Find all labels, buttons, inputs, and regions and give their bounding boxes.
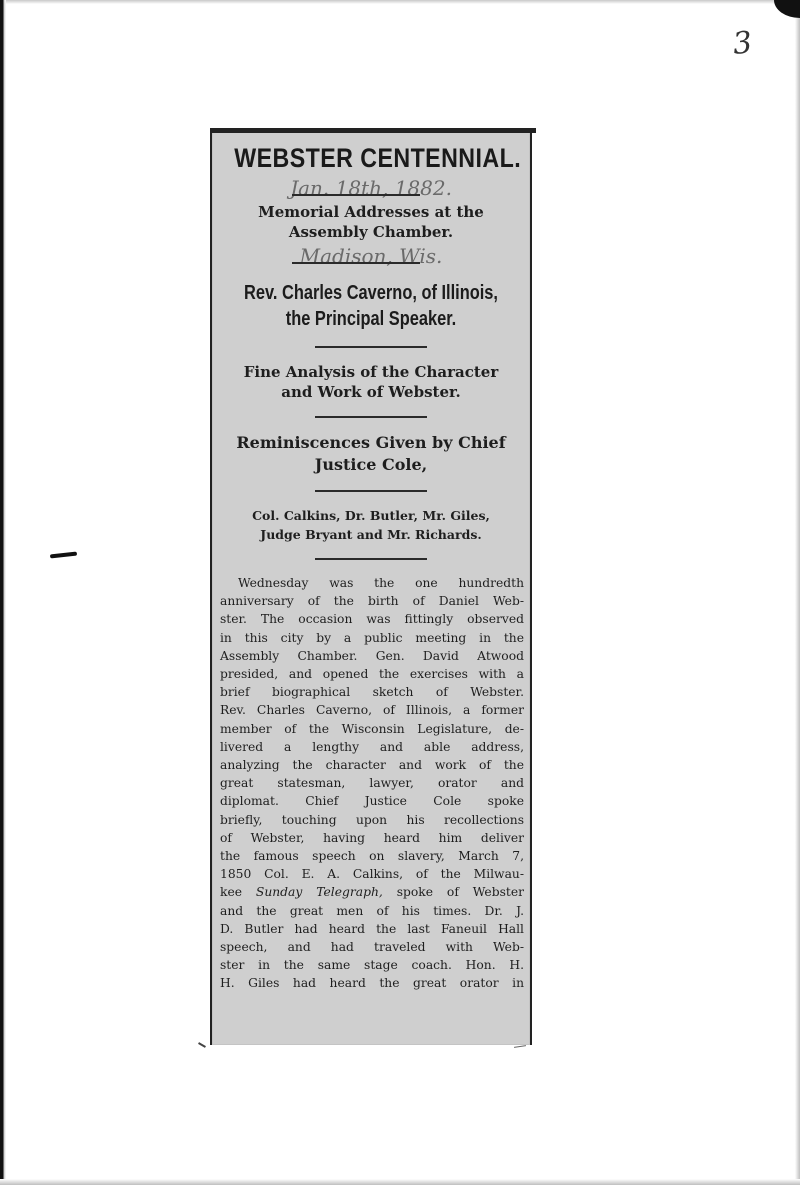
newspaper-clipping bbox=[210, 131, 532, 1045]
subhead-line: the Principal Speaker. bbox=[285, 308, 457, 330]
subhead-line: Reminiscences Given by Chief bbox=[236, 433, 506, 452]
article-body bbox=[212, 574, 530, 993]
body-line: speech, and had traveled with Web- bbox=[220, 940, 524, 955]
subhead-line: Judge Bryant and Mr. Richards. bbox=[260, 527, 482, 542]
body-line: H. Giles had heard the great orator in bbox=[220, 976, 524, 991]
clipping-cut-mark-right bbox=[514, 1045, 526, 1048]
scan-edge-left bbox=[0, 0, 6, 1185]
body-line: and the great men of his times. Dr. J. bbox=[220, 903, 524, 918]
headline: WEBSTER CENTENNIAL. bbox=[234, 143, 522, 173]
subhead-fine-analysis bbox=[212, 362, 530, 402]
subhead-memorial-addresses bbox=[212, 202, 530, 242]
body-line: 1850 Col. E. A. Calkins, of the Milwau- bbox=[220, 867, 524, 882]
clipping-cut-mark-left bbox=[198, 1042, 206, 1048]
scan-edge-right bbox=[795, 0, 800, 1185]
subhead-line: Fine Analysis of the Character bbox=[243, 363, 499, 381]
body-line: diplomat. Chief Justice Cole spoke bbox=[220, 794, 524, 809]
body-line: of Webster, having heard him deliver bbox=[220, 830, 524, 845]
subhead-principal-speaker bbox=[241, 280, 502, 332]
subhead-line: Assembly Chamber. bbox=[288, 223, 454, 241]
corner-shadow bbox=[774, 0, 800, 18]
divider-rule bbox=[315, 558, 427, 560]
body-line: Assembly Chamber. Gen. David Atwood bbox=[220, 648, 524, 663]
handwritten-underline bbox=[292, 262, 420, 264]
body-line: in this city by a public meeting in the bbox=[220, 630, 524, 645]
body-line: anniversary of the birth of Daniel Web- bbox=[220, 594, 524, 609]
body-line: brief biographical sketch of Webster. bbox=[220, 685, 524, 700]
body-line: D. Butler had heard the last Faneuil Hall bbox=[220, 921, 524, 936]
subhead-line: Memorial Addresses at the bbox=[258, 203, 484, 221]
divider-rule bbox=[315, 490, 427, 492]
body-line: ster in the same stage coach. Hon. H. bbox=[220, 958, 524, 973]
subhead-reminiscences bbox=[212, 432, 530, 476]
handwritten-date-text: Jan. 18th, 1882. bbox=[290, 176, 452, 200]
body-line: great statesman, lawyer, orator and bbox=[220, 776, 524, 791]
newspaper-title-italic: Sunday Telegraph, bbox=[255, 885, 383, 900]
body-line: briefly, touching upon his recollections bbox=[220, 812, 524, 827]
body-line: livered a lengthy and able address, bbox=[220, 739, 524, 754]
handwritten-date bbox=[212, 174, 530, 202]
handwritten-place-text: Madison, Wis. bbox=[299, 244, 443, 268]
scan-edge-top bbox=[0, 0, 800, 4]
subhead-line: Justice Cole, bbox=[314, 455, 428, 474]
body-line: Wednesday was the one hundredth bbox=[238, 576, 524, 590]
body-line: presided, and opened the exercises with a bbox=[220, 667, 524, 682]
subhead-line: and Work of Webster. bbox=[281, 383, 461, 401]
handwritten-place bbox=[212, 242, 530, 270]
clipping-top-rule bbox=[210, 128, 536, 133]
handwritten-page-number: 3 bbox=[731, 25, 754, 62]
body-line: the famous speech on slavery, March 7, bbox=[220, 849, 524, 864]
subhead-line: Rev. Charles Caverno, of Illinois, bbox=[244, 282, 498, 304]
stray-ink-mark bbox=[50, 552, 77, 559]
handwritten-underline bbox=[292, 194, 420, 196]
body-text-suffix: spoke of Webster bbox=[382, 885, 524, 900]
body-line: analyzing the character and work of the bbox=[220, 758, 524, 773]
body-text-prefix: kee bbox=[220, 885, 256, 900]
body-line: ster. The occasion was fittingly observed bbox=[220, 612, 524, 627]
subhead-line: Col. Calkins, Dr. Butler, Mr. Giles, bbox=[252, 508, 490, 523]
subhead-speakers bbox=[212, 506, 530, 544]
divider-rule bbox=[315, 416, 427, 418]
body-line: member of the Wisconsin Legislature, de- bbox=[220, 721, 524, 736]
body-line: Rev. Charles Caverno, of Illinois, a former bbox=[220, 703, 524, 718]
scan-edge-bottom bbox=[0, 1179, 800, 1185]
body-line-with-italic bbox=[220, 883, 524, 901]
divider-rule bbox=[315, 346, 427, 348]
